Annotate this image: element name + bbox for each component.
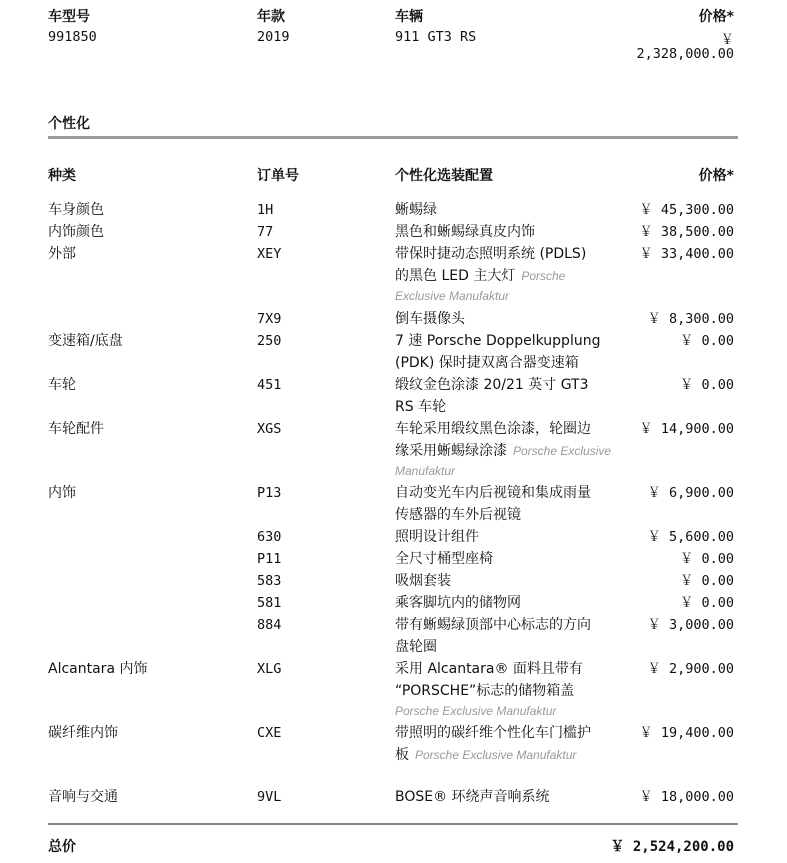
row-option-text: 全尺寸桶型座椅 (395, 551, 493, 567)
row-option-line (395, 722, 627, 744)
row-option-line (395, 418, 627, 440)
row-option-text: 7 速 Porsche Doppelkupplung (395, 333, 601, 349)
row-option-line (395, 548, 627, 570)
row-option (395, 308, 627, 330)
row-option (395, 482, 627, 526)
row-option-text: 缎纹金色涂漆 20/21 英寸 GT3 (395, 377, 589, 393)
row-order-no: 581 (257, 595, 282, 611)
row-option-line (395, 744, 627, 766)
row-order-no: XLG (257, 661, 282, 677)
row-option-text: 带照明的碳纤维个性化车门槛护 (395, 725, 591, 741)
row-order-no: 1H (257, 202, 274, 218)
row-price: ￥ 0.00 (679, 551, 734, 567)
row-option-note: Porsche Exclusive Manufaktur (415, 748, 577, 762)
row-option-text: 带有蜥蜴绿顶部中心标志的方向 (395, 617, 591, 633)
row-option-line (395, 614, 627, 636)
year-header: 年款 (257, 9, 285, 25)
model-no-header: 车型号 (48, 9, 90, 25)
row-price: ￥ 18,000.00 (639, 789, 734, 805)
row-option-text: 板 (395, 747, 409, 763)
row-order-no: 630 (257, 529, 282, 545)
section-divider (48, 136, 738, 139)
row-option-line (395, 308, 627, 330)
row-order-no: XGS (257, 421, 282, 437)
row-option-line (395, 352, 627, 374)
row-order-no: 77 (257, 224, 274, 240)
row-option-line (395, 440, 627, 462)
row-option-note: Porsche Exclusive (513, 444, 612, 458)
row-category: 变速箱/底盘 (48, 333, 123, 349)
model-no-value: 991850 (48, 29, 97, 45)
row-category: 车轮配件 (48, 421, 104, 437)
row-option (395, 374, 627, 418)
row-price: ￥ 0.00 (679, 333, 734, 349)
row-option (395, 658, 627, 720)
row-option-note: Exclusive Manufaktur (395, 289, 510, 303)
row-option-text: 黑色和蜥蜴绿真皮内饰 (395, 224, 535, 240)
row-price: ￥ 5,600.00 (647, 529, 734, 545)
row-option-line (395, 526, 627, 548)
row-category: 外部 (48, 246, 76, 262)
row-option-text: 带保时捷动态照明系统 (PDLS) (395, 246, 587, 262)
vehicle-header: 车辆 (395, 9, 423, 25)
row-order-no: P13 (257, 485, 282, 501)
row-option (395, 330, 627, 374)
row-option (395, 243, 627, 305)
row-price: ￥ 19,400.00 (639, 725, 734, 741)
row-option-text: 传感器的车外后视镜 (395, 507, 521, 523)
row-option-text: 吸烟套装 (395, 573, 451, 589)
price-column-header: 价格* (698, 168, 734, 184)
row-price: ￥ 0.00 (679, 573, 734, 589)
row-category: 内饰 (48, 485, 76, 501)
row-option-line (395, 658, 627, 680)
total-label: 总价 (48, 839, 76, 855)
order-no-column-header: 订单号 (257, 168, 299, 184)
row-option-line (395, 636, 627, 658)
row-order-no: 250 (257, 333, 282, 349)
row-option-line (395, 592, 627, 614)
row-option-text: “PORSCHE”标志的储物箱盖 (395, 683, 575, 699)
year-value: 2019 (257, 29, 290, 45)
row-option-line (395, 221, 627, 243)
row-option-note: Porsche (521, 269, 566, 283)
row-category: 车身颜色 (48, 202, 104, 218)
row-category: 内饰颜色 (48, 224, 104, 240)
row-option-text: 自动变光车内后视镜和集成雨量 (395, 485, 591, 501)
row-option-text: 的黑色 LED 主大灯 (395, 268, 516, 284)
row-order-no: 583 (257, 573, 282, 589)
row-option-note: Porsche Exclusive Manufaktur (395, 704, 557, 718)
row-price: ￥ 0.00 (679, 377, 734, 393)
row-option-text: 车轮采用缎纹黑色涂漆，轮圈边 (395, 421, 591, 437)
row-order-no: XEY (257, 246, 282, 262)
row-category: 碳纤维内饰 (48, 725, 118, 741)
row-option-text: (PDK) 保时捷双离合器变速箱 (395, 355, 579, 371)
row-category: 车轮 (48, 377, 76, 393)
row-order-no: 884 (257, 617, 282, 633)
row-option-text: 缘采用蜥蜴绿涂漆 (395, 443, 507, 459)
row-price: ￥ 33,400.00 (639, 246, 734, 262)
row-option-line (395, 504, 627, 526)
row-option-line (395, 396, 627, 418)
category-column-header: 种类 (48, 168, 76, 184)
row-price: ￥ 14,900.00 (639, 421, 734, 437)
row-option-line (395, 680, 627, 702)
row-option-text: 照明设计组件 (395, 529, 479, 545)
row-option (395, 199, 627, 221)
row-option-line (395, 482, 627, 504)
row-price: ￥ 38,500.00 (639, 224, 734, 240)
row-option-note: Manufaktur (395, 464, 456, 478)
row-option-line (395, 374, 627, 396)
row-option (395, 221, 627, 243)
row-option-line (395, 330, 627, 352)
price-header: 价格* (698, 9, 734, 25)
row-option (395, 548, 627, 570)
row-option-line (395, 199, 627, 221)
row-price: ￥ 2,900.00 (647, 661, 734, 677)
row-order-no: 7X9 (257, 311, 282, 327)
row-option-text: BOSE® 环绕声音响系统 (395, 789, 550, 805)
row-option-line (395, 786, 627, 808)
row-price: ￥ 3,000.00 (647, 617, 734, 633)
row-option-text: 乘客脚坑内的储物网 (395, 595, 521, 611)
row-order-no: 9VL (257, 789, 282, 805)
row-price: ￥ 0.00 (679, 595, 734, 611)
row-category: 音响与交通 (48, 789, 118, 805)
row-price: ￥ 45,300.00 (639, 202, 734, 218)
row-order-no: P11 (257, 551, 282, 567)
row-order-no: CXE (257, 725, 282, 741)
option-column-header: 个性化选装配置 (395, 168, 493, 184)
row-option-text: 蜥蜴绿 (395, 202, 437, 218)
row-option (395, 570, 627, 592)
row-option (395, 614, 627, 658)
row-option (395, 526, 627, 548)
base-price-value: 2,328,000.00 (636, 46, 734, 62)
row-price: ￥ 6,900.00 (647, 485, 734, 501)
total-value: ￥ 2,524,200.00 (610, 839, 734, 855)
row-option (395, 786, 627, 808)
row-price: ￥ 8,300.00 (647, 311, 734, 327)
vehicle-value: 911 GT3 RS (395, 29, 477, 45)
row-option-line (395, 570, 627, 592)
row-option (395, 418, 627, 480)
base-price-currency: ￥ (720, 32, 734, 48)
row-option (395, 592, 627, 614)
row-option-line (395, 265, 627, 287)
total-divider (48, 823, 738, 825)
row-option-text: RS 车轮 (395, 399, 447, 415)
row-option-line (395, 243, 627, 265)
section-title: 个性化 (48, 116, 90, 132)
row-category: Alcantara 内饰 (48, 661, 148, 677)
row-order-no: 451 (257, 377, 282, 393)
row-option-text: 盘轮圈 (395, 639, 437, 655)
row-option-text: 倒车摄像头 (395, 311, 465, 327)
row-option-text: 采用 Alcantara® 面料且带有 (395, 661, 583, 677)
row-option (395, 722, 627, 766)
